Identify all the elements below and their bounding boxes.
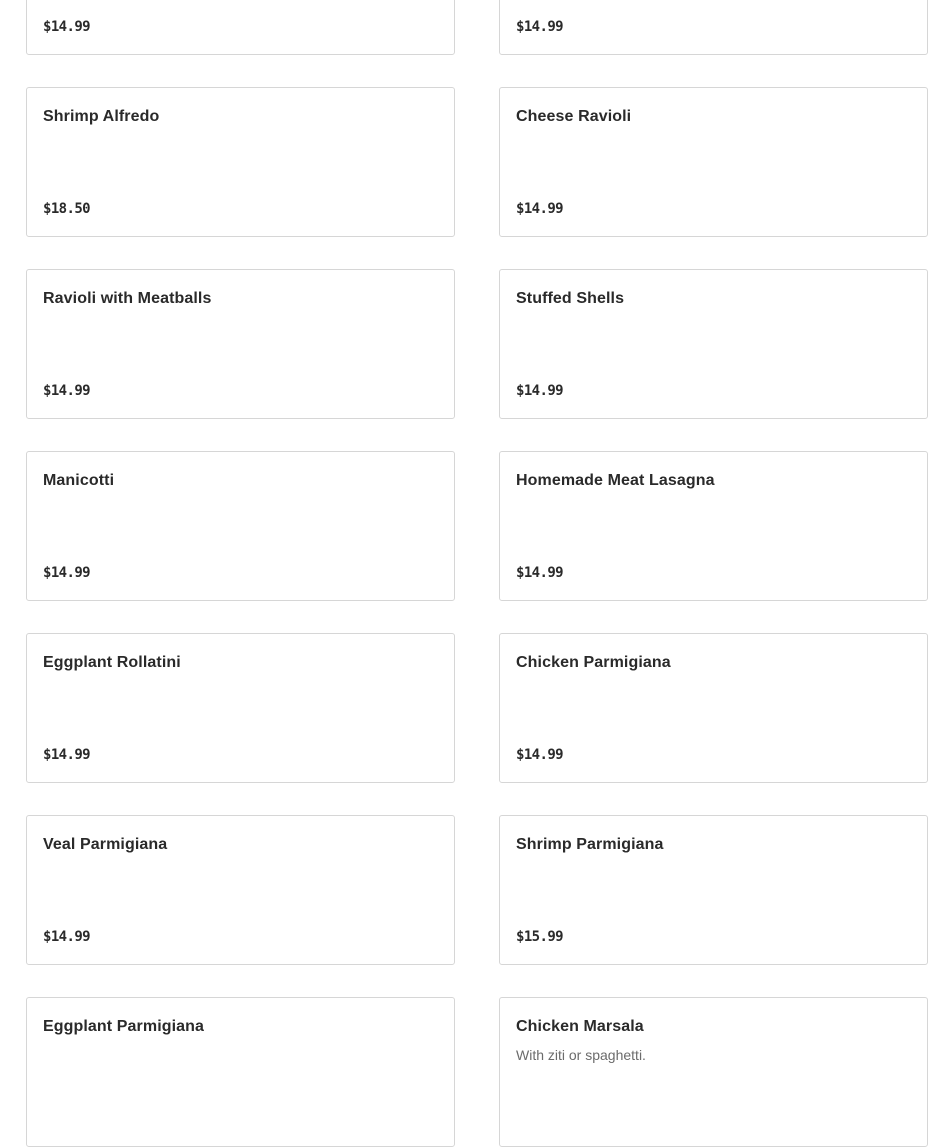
menu-item-card[interactable] [26,815,455,965]
menu-item-grid [26,0,928,1147]
menu-item-name: Homemade Meat Lasagna [516,472,715,489]
menu-item-price: $14.99 [43,929,90,945]
menu-item-card[interactable] [499,0,928,55]
menu-item-price: $14.99 [43,19,90,35]
menu-item-card[interactable] [26,0,455,55]
menu-item-card[interactable] [26,997,455,1147]
menu-item-card[interactable] [26,451,455,601]
menu-item-price: $14.99 [43,747,90,763]
menu-item-name: Chicken Parmigiana [516,654,671,671]
menu-item-price: $14.99 [516,19,563,35]
menu-item-name: Veal Parmigiana [43,836,168,853]
menu-item-name: Manicotti [43,472,115,489]
menu-item-price: $14.99 [516,565,563,581]
menu-item-description: With ziti or spaghetti. [516,1047,646,1063]
menu-item-card[interactable] [499,633,928,783]
menu-item-card[interactable] [26,87,455,237]
menu-item-price: $14.99 [516,747,563,763]
menu-item-price: $14.99 [516,383,563,399]
menu-item-name: Eggplant Rollatini [43,654,181,671]
menu-item-card[interactable] [499,269,928,419]
menu-item-name: Chicken Marsala [516,1018,644,1035]
menu-item-price: $15.99 [516,929,563,945]
menu-item-name: Eggplant Parmigiana [43,1018,205,1035]
menu-item-card[interactable] [499,815,928,965]
menu-item-card[interactable] [499,87,928,237]
menu-item-card[interactable] [499,997,928,1147]
menu-item-price: $14.99 [43,383,90,399]
menu-item-card[interactable] [26,269,455,419]
menu-item-price: $14.99 [516,201,563,217]
menu-item-card[interactable] [499,451,928,601]
menu-item-price: $14.99 [43,565,90,581]
menu-item-name: Shrimp Parmigiana [516,836,664,853]
menu-item-name: Shrimp Alfredo [43,108,160,125]
menu-item-card[interactable] [26,633,455,783]
menu-item-name: Stuffed Shells [516,290,625,307]
menu-item-name: Cheese Ravioli [516,108,632,125]
menu-item-name: Ravioli with Meatballs [43,290,212,307]
menu-item-price: $18.50 [43,201,90,217]
